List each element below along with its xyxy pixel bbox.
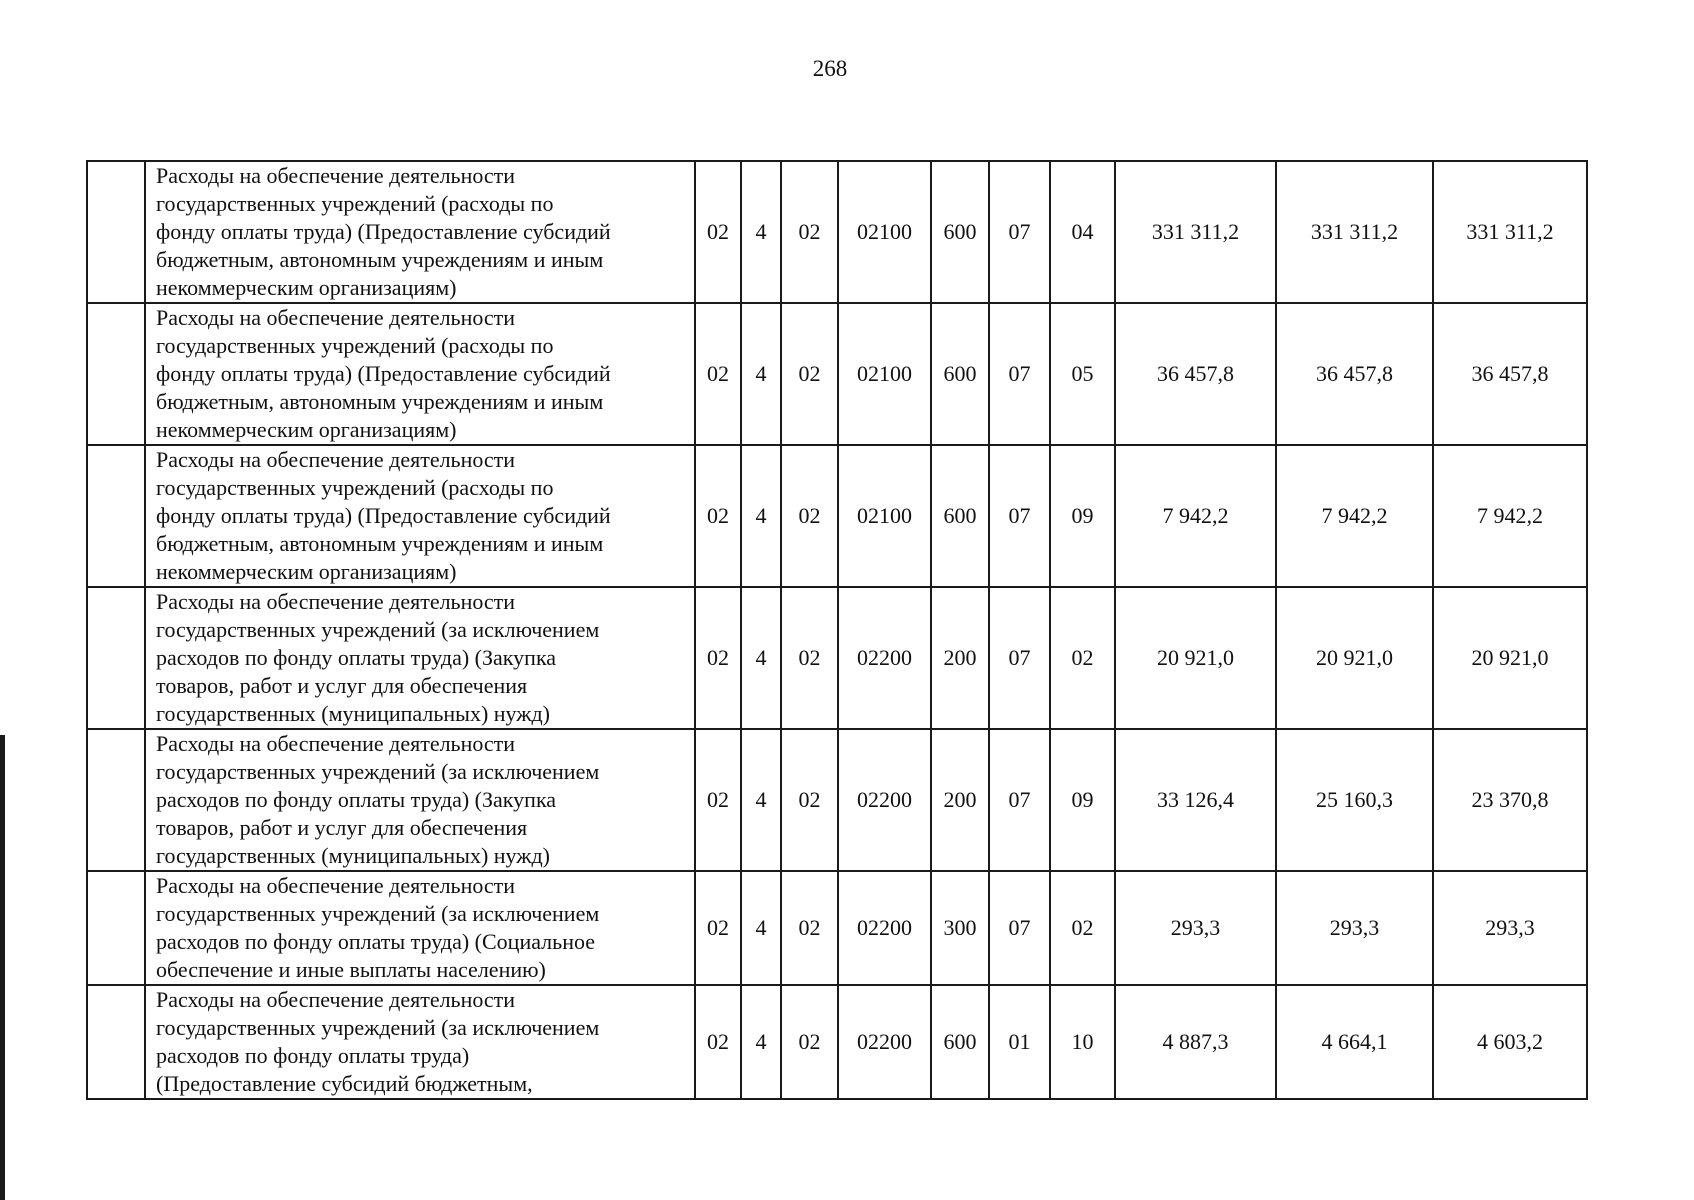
code-cell-subsection: 05 — [1050, 303, 1115, 445]
code-cell-program: 02 — [781, 587, 838, 729]
code-cell-subsection: 02 — [1050, 871, 1115, 985]
description-cell: Расходы на обеспечение деятельности государственных учреждений (за исключением расходов по фонду оплаты труда) (Предоставление субсидий бюджетным, — [145, 985, 695, 1099]
code-cell-ministry: 02 — [695, 587, 741, 729]
code-cell-expense-type: 200 — [931, 587, 989, 729]
amount-cell-year-1: 20 921,0 — [1115, 587, 1276, 729]
description-cell: Расходы на обеспечение деятельности государственных учреждений (расходы по фонду оплаты труда) (Предоставление субсидий бюджетным, автономным учреждениям и иным некоммерческим организациям) — [145, 445, 695, 587]
code-cell-type: 4 — [741, 445, 781, 587]
code-cell-section: 07 — [989, 161, 1050, 303]
amount-cell-year-2: 331 311,2 — [1276, 161, 1433, 303]
code-cell-type: 4 — [741, 161, 781, 303]
page-number: 268 — [812, 56, 848, 81]
amount-cell-year-3: 293,3 — [1433, 871, 1587, 985]
code-cell-ministry: 02 — [695, 871, 741, 985]
amount-cell-year-1: 7 942,2 — [1115, 445, 1276, 587]
amount-cell-year-2: 7 942,2 — [1276, 445, 1433, 587]
code-cell-section: 07 — [989, 587, 1050, 729]
code-cell-expense-type: 600 — [931, 303, 989, 445]
code-cell-program: 02 — [781, 871, 838, 985]
code-cell-expense-type: 600 — [931, 985, 989, 1099]
row-number-cell — [87, 729, 145, 871]
amount-cell-year-1: 293,3 — [1115, 871, 1276, 985]
table-row — [87, 161, 1587, 303]
code-cell-expense-type: 300 — [931, 871, 989, 985]
amount-cell-year-2: 4 664,1 — [1276, 985, 1433, 1099]
description-cell: Расходы на обеспечение деятельности государственных учреждений (за исключением расходов по фонду оплаты труда) (Закупка товаров, работ и услуг для обеспечения государственных (муниципальных) нужд) — [145, 729, 695, 871]
code-cell-ministry: 02 — [695, 161, 741, 303]
amount-cell-year-2: 20 921,0 — [1276, 587, 1433, 729]
table-row — [87, 587, 1587, 729]
code-cell-expense-type: 200 — [931, 729, 989, 871]
code-cell-ministry: 02 — [695, 985, 741, 1099]
amount-cell-year-1: 33 126,4 — [1115, 729, 1276, 871]
description-cell: Расходы на обеспечение деятельности государственных учреждений (за исключением расходов по фонду оплаты труда) (Социальное обеспечение и иные выплаты населению) — [145, 871, 695, 985]
code-cell-program: 02 — [781, 161, 838, 303]
code-cell-section: 07 — [989, 729, 1050, 871]
amount-cell-year-2: 36 457,8 — [1276, 303, 1433, 445]
code-cell-direction: 02100 — [838, 445, 931, 587]
amount-cell-year-3: 7 942,2 — [1433, 445, 1587, 587]
code-cell-direction: 02200 — [838, 729, 931, 871]
code-cell-subsection: 09 — [1050, 445, 1115, 587]
row-number-cell — [87, 587, 145, 729]
code-cell-program: 02 — [781, 303, 838, 445]
amount-cell-year-3: 331 311,2 — [1433, 161, 1587, 303]
row-number-cell — [87, 303, 145, 445]
code-cell-direction: 02200 — [838, 871, 931, 985]
code-cell-direction: 02200 — [838, 985, 931, 1099]
table-row — [87, 445, 1587, 587]
code-cell-type: 4 — [741, 985, 781, 1099]
code-cell-expense-type: 600 — [931, 161, 989, 303]
code-cell-program: 02 — [781, 985, 838, 1099]
row-number-cell — [87, 985, 145, 1099]
row-number-cell — [87, 871, 145, 985]
table-row — [87, 729, 1587, 871]
amount-cell-year-2: 25 160,3 — [1276, 729, 1433, 871]
row-number-cell — [87, 445, 145, 587]
amount-cell-year-3: 36 457,8 — [1433, 303, 1587, 445]
amount-cell-year-1: 331 311,2 — [1115, 161, 1276, 303]
amount-cell-year-3: 20 921,0 — [1433, 587, 1587, 729]
code-cell-direction: 02100 — [838, 161, 931, 303]
code-cell-subsection: 10 — [1050, 985, 1115, 1099]
description-cell: Расходы на обеспечение деятельности государственных учреждений (расходы по фонду оплаты труда) (Предоставление субсидий бюджетным, автономным учреждениям и иным некоммерческим организациям) — [145, 161, 695, 303]
amount-cell-year-3: 4 603,2 — [1433, 985, 1587, 1099]
code-cell-program: 02 — [781, 445, 838, 587]
code-cell-expense-type: 600 — [931, 445, 989, 587]
scan-edge-mark — [0, 735, 5, 1200]
code-cell-subsection: 09 — [1050, 729, 1115, 871]
amount-cell-year-1: 36 457,8 — [1115, 303, 1276, 445]
code-cell-direction: 02100 — [838, 303, 931, 445]
amount-cell-year-1: 4 887,3 — [1115, 985, 1276, 1099]
code-cell-subsection: 04 — [1050, 161, 1115, 303]
code-cell-section: 07 — [989, 445, 1050, 587]
code-cell-ministry: 02 — [695, 303, 741, 445]
code-cell-type: 4 — [741, 729, 781, 871]
row-number-cell — [87, 161, 145, 303]
amount-cell-year-3: 23 370,8 — [1433, 729, 1587, 871]
code-cell-program: 02 — [781, 729, 838, 871]
table-row — [87, 985, 1587, 1099]
code-cell-section: 07 — [989, 303, 1050, 445]
code-cell-direction: 02200 — [838, 587, 931, 729]
budget-table — [86, 160, 1588, 1100]
code-cell-section: 07 — [989, 871, 1050, 985]
code-cell-section: 01 — [989, 985, 1050, 1099]
description-cell: Расходы на обеспечение деятельности государственных учреждений (за исключением расходов по фонду оплаты труда) (Закупка товаров, работ и услуг для обеспечения государственных (муниципальных) нужд) — [145, 587, 695, 729]
amount-cell-year-2: 293,3 — [1276, 871, 1433, 985]
description-cell: Расходы на обеспечение деятельности государственных учреждений (расходы по фонду оплаты труда) (Предоставление субсидий бюджетным, автономным учреждениям и иным некоммерческим организациям) — [145, 303, 695, 445]
code-cell-type: 4 — [741, 303, 781, 445]
code-cell-type: 4 — [741, 587, 781, 729]
table-row — [87, 303, 1587, 445]
code-cell-type: 4 — [741, 871, 781, 985]
code-cell-subsection: 02 — [1050, 587, 1115, 729]
table-row — [87, 871, 1587, 985]
code-cell-ministry: 02 — [695, 729, 741, 871]
code-cell-ministry: 02 — [695, 445, 741, 587]
